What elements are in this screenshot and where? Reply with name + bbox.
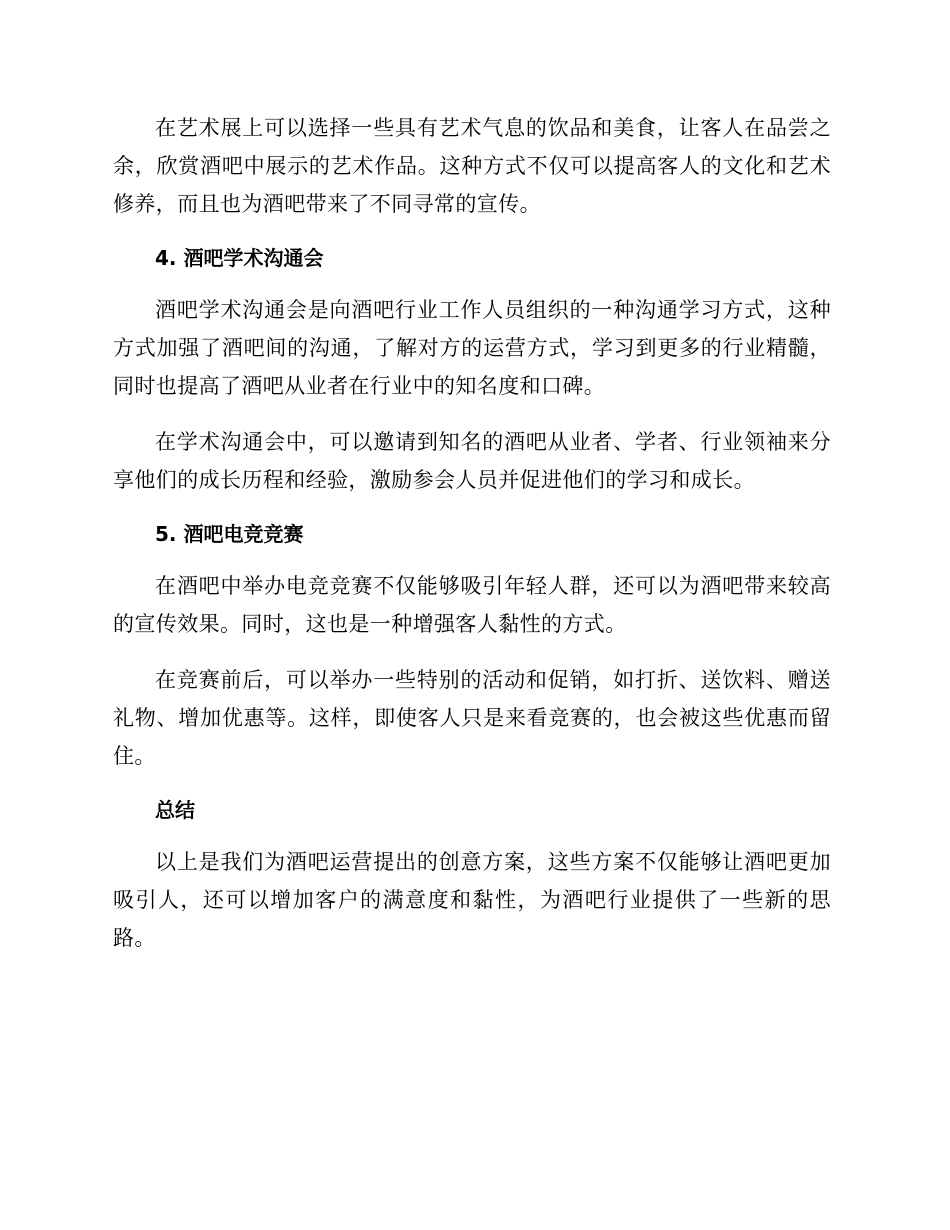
section-heading-esports-competition: 5. 酒吧电竞竞赛 — [155, 522, 304, 546]
section-heading-academic-meeting: 4. 酒吧学术沟通会 — [155, 246, 324, 270]
esports-paragraph-1: 在酒吧中举办电竞竞赛不仅能够吸引年轻人群，还可以为酒吧带来较高的宣传效果。同时，这也是一种增强客人黏性的方式。 — [113, 574, 831, 636]
esports-paragraph-2: 在竞赛前后，可以举办一些特别的活动和促销，如打折、送饮料、赠送礼物、增加优惠等。这样，即使客人只是来看竞赛的，也会被这些优惠而留住。 — [113, 668, 831, 768]
academic-meeting-paragraph-1: 酒吧学术沟通会是向酒吧行业工作人员组织的一种沟通学习方式，这种方式加强了酒吧间的沟通，了解对方的运营方式，学习到更多的行业精髓，同时也提高了酒吧从业者在行业中的知名度和口碑。 — [113, 298, 831, 398]
section-heading-summary: 总结 — [155, 798, 195, 822]
document-body — [113, 109, 831, 957]
academic-meeting-paragraph-2: 在学术沟通会中，可以邀请到知名的酒吧从业者、学者、行业领袖来分享他们的成长历程和经验，激励参会人员并促进他们的学习和成长。 — [113, 430, 831, 492]
summary-paragraph: 以上是我们为酒吧运营提出的创意方案，这些方案不仅能够让酒吧更加吸引人，还可以增加客户的满意度和黏性，为酒吧行业提供了一些新的思路。 — [113, 850, 831, 950]
intro-paragraph: 在艺术展上可以选择一些具有艺术气息的饮品和美食，让客人在品尝之余，欣赏酒吧中展示的艺术作品。这种方式不仅可以提高客人的文化和艺术修养，而且也为酒吧带来了不同寻常的宣传。 — [113, 116, 831, 216]
